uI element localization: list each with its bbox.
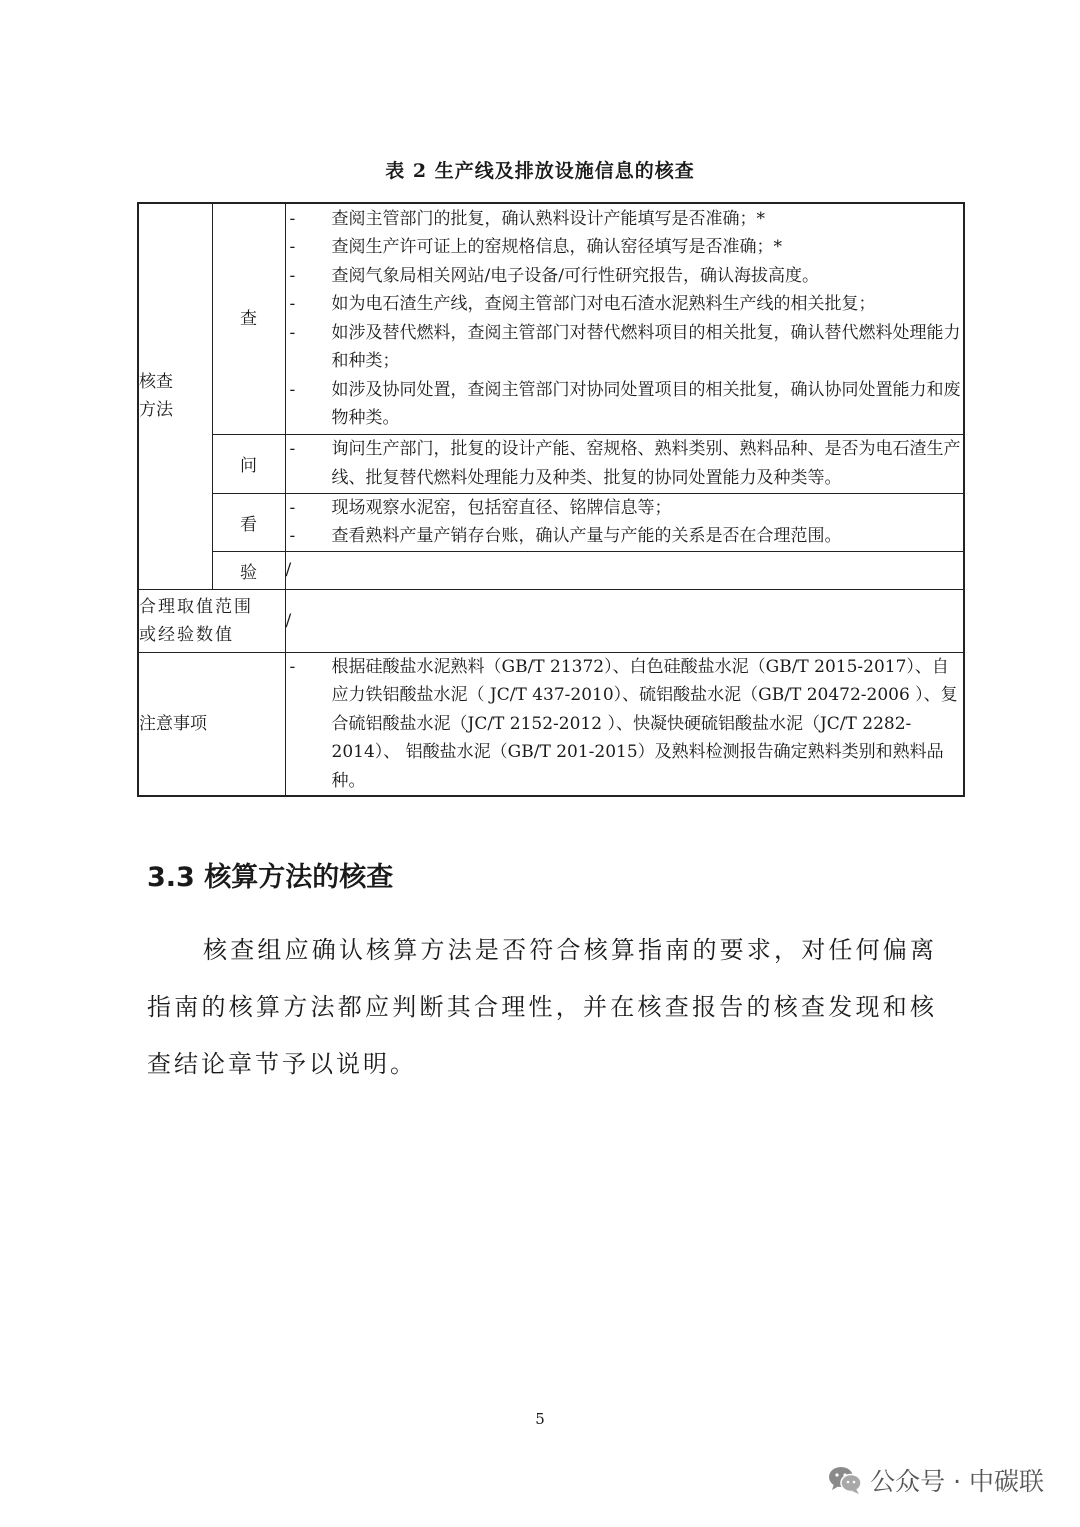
bullet-dash: - — [289, 379, 296, 400]
bullet-dash: - — [289, 526, 296, 546]
list-item — [286, 376, 964, 433]
ask-items — [285, 434, 964, 493]
verify-value: / — [285, 551, 964, 589]
list-item — [286, 205, 964, 234]
section-title: 3.3 核算方法的核查 — [147, 862, 394, 893]
item-text: 询问生产部门，批复的设计产能、窑规格、熟料类别、熟料品种、是否为电石渣生产线、批复替代燃料处理能力及种类、批复的协同处置能力及种类等。 — [331, 439, 961, 488]
list-item — [286, 435, 964, 492]
range-label: 合理取值范围 或经验数值 — [138, 589, 285, 652]
ask-label: 问 — [212, 434, 285, 493]
item-text: 如涉及替代燃料，查阅主管部门对替代燃料项目的相关批复，确认替代燃料处理能力和种类； — [331, 322, 961, 372]
bullet-dash: - — [289, 294, 296, 315]
notes-label: 注意事项 — [138, 652, 285, 796]
look-label: 看 — [212, 493, 285, 551]
item-text: 查阅主管部门的批复，确认熟料设计产能填写是否准确；* — [331, 208, 765, 229]
list-item — [286, 494, 964, 523]
table-caption: 表 2 生产线及排放设施信息的核查 — [385, 160, 695, 182]
notes-items — [285, 652, 964, 796]
item-text: 现场观察水泥窑，包括窑直径、铭牌信息等； — [331, 497, 672, 518]
watermark-text: 公众号 · 中碳联 — [870, 1467, 1044, 1496]
section-paragraph: 核查组应确认核算方法是否符合核算指南的要求，对任何偏离指南的核算方法都应判断其合理性，并在核查报告的核查发现和核查结论章节予以说明。 — [147, 936, 937, 1078]
list-item — [286, 522, 964, 551]
item-text: 如为电石渣生产线，查阅主管部门对电石渣水泥熟料生产线的相关批复； — [331, 294, 876, 315]
method-label: 核查 方法 — [138, 203, 212, 589]
item-text: 根据硅酸盐水泥熟料（GB/T 21372）、白色硅酸盐水泥（GB/T 2015-2017）、自应力铁铝酸盐水泥（ JC/T 437-2010）、硫铝酸盐水泥（GB/T 20472-2006 ）、复合硫铝酸盐水泥（JC/T 2152-2012 ）、快凝快硬硫铝酸盐水泥（JC/T 2282-2014）、 铝酸盐水泥（GB/T 201-2015）及熟料检测报告确定熟料类别和熟料品种。 — [331, 656, 958, 791]
check-items — [285, 203, 964, 434]
wechat-icon — [828, 1465, 862, 1495]
watermark — [828, 1462, 1044, 1498]
item-text: 查阅生产许可证上的窑规格信息，确认窑径填写是否准确；* — [331, 237, 782, 258]
item-text: 如涉及协同处置，查阅主管部门对协同处置项目的相关批复，确认协同处置能力和废物种类。 — [331, 379, 961, 429]
bullet-dash: - — [289, 265, 296, 286]
range-value: / — [285, 589, 964, 652]
item-text: 查阅气象局相关网站/电子设备/可行性研究报告，确认海拔高度。 — [331, 265, 819, 286]
list-item — [286, 319, 964, 376]
list-item — [286, 653, 964, 796]
check-label: 查 — [212, 203, 285, 434]
bullet-dash: - — [289, 656, 296, 677]
list-item — [286, 262, 964, 291]
list-item — [286, 290, 964, 319]
bullet-dash: - — [289, 208, 296, 229]
bullet-dash: - — [289, 237, 296, 258]
bullet-dash: - — [289, 497, 296, 518]
item-text: 查看熟料产量产销存台账，确认产量与产能的关系是否在合理范围。 — [331, 526, 842, 546]
bullet-dash: - — [289, 322, 296, 343]
look-items — [285, 493, 964, 551]
verification-table — [137, 202, 965, 797]
page-number: 5 — [535, 1410, 545, 1428]
verify-label: 验 — [212, 551, 285, 589]
list-item — [286, 233, 964, 262]
bullet-dash: - — [289, 439, 296, 459]
